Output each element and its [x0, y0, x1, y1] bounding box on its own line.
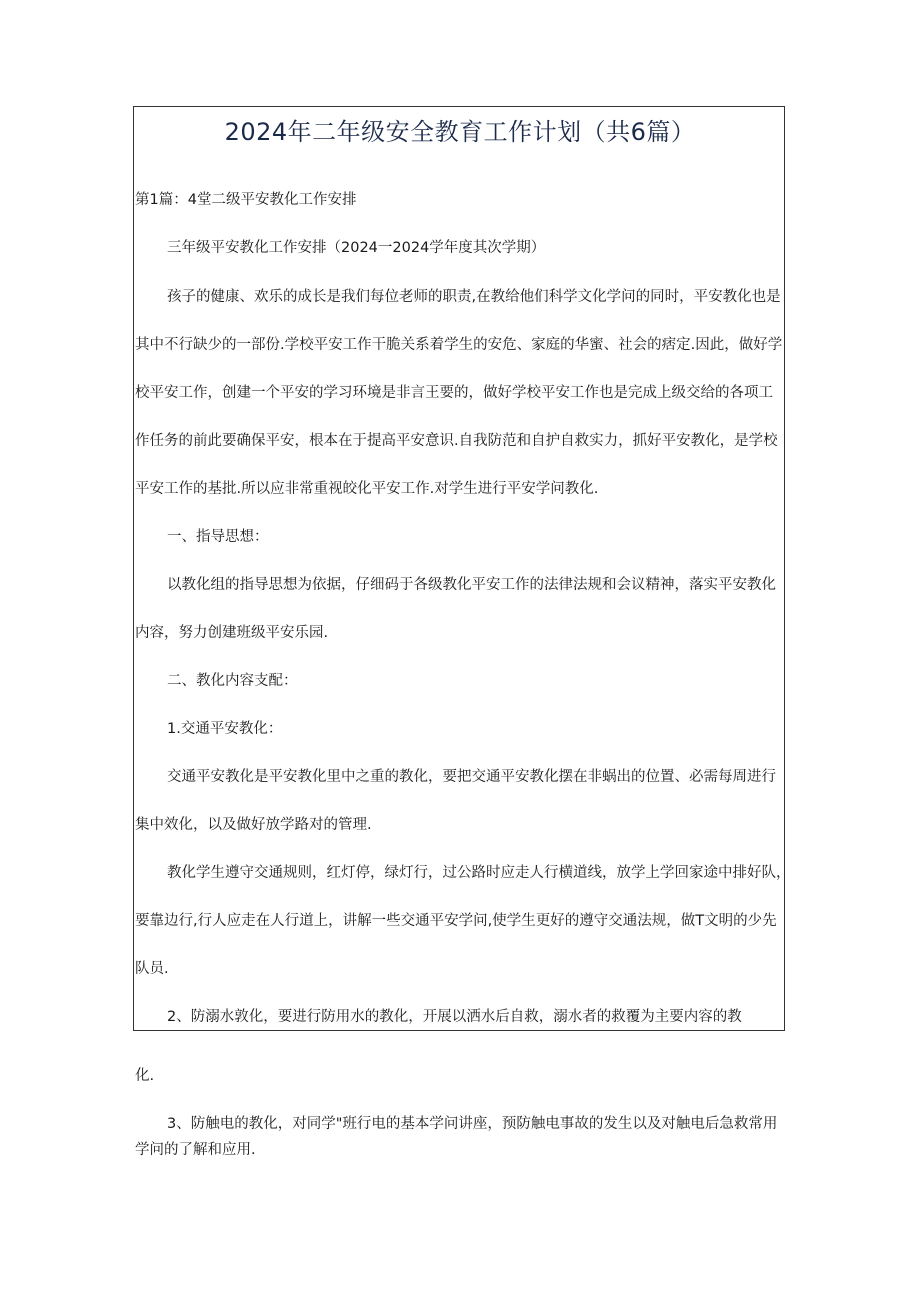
- subtitle: 三年级平安教化工作安排（2024一2024学年度其次学期）: [167, 240, 546, 256]
- intro-line: 孩子的健康、欢乐的成长是我们每位老师的职责,在教给他们科学文化学问的同时，平安教化也是: [167, 289, 781, 305]
- drowning-line: 化.: [135, 1068, 155, 1084]
- intro-line: 校平安工作，创建一个平安的学习环境是非言王要的，做好学校平安工作也是完成上级交给的各项工: [135, 385, 773, 401]
- traffic-line: 交通平安教化是平安教化里中之重的教化，要把交通平安教化摆在非蜗出的位置、必需每周进行: [167, 769, 776, 785]
- section-heading: 第1篇：4堂二级平安教化工作安排: [135, 192, 357, 208]
- traffic-line: 集中效化，以及做好放学路对的管理.: [135, 817, 372, 833]
- intro-line: 其中不行缺少的一部份.学校平安工作干脆关系着学生的安危、家庭的华蜜、社会的痞定.因此，做好学: [135, 337, 783, 353]
- drowning-line: 2、防溺水敦化，要进行防用水的教化，开展以洒水后自救，溺水者的救覆为主要内容的教: [167, 1009, 742, 1025]
- heading-traffic-safety: 1.交通平安教化：: [167, 721, 283, 737]
- document-title: 2024年二年级安全教育工作计划（共6篇）: [224, 118, 696, 146]
- intro-line: 作任务的前此要确保平安，根本在于提高平安意识.自我防范和自护自救实力，抓好平安教化，是学校: [135, 433, 778, 449]
- electric-line: 3、防触电的教化，对同学"班行电的基本学问讲座，预防触电事故的发生以及对触电后急救常用: [167, 1116, 778, 1132]
- guiding-line: 以教化组的指导思想为依据，仔细码于各级教化平安工作的法律法规和会议精神，落实平安教化: [167, 577, 776, 593]
- traffic-rule-line: 要靠边行,行人应走在人行道上，讲解一些交通平安学问,使学生更好的遵守交通法规，做T文明的少先: [135, 913, 777, 929]
- heading-education-content: 二、教化内容支配：: [167, 673, 298, 689]
- traffic-rule-line: 教化学生遵守交通规则，红灯停，绿灯行，过公路时应走人行横道线，放学上学回家途中排好队，: [167, 865, 791, 881]
- guiding-line: 内容，努力创建班级平安乐园.: [135, 625, 329, 641]
- traffic-rule-line: 队员.: [135, 961, 169, 977]
- intro-line: 平安工作的基批.所以应非常重视皎化平安工作.对学生进行平安学问教化.: [135, 481, 599, 497]
- heading-guiding-ideology: 一、指导思想：: [167, 529, 269, 545]
- electric-line: 学问的了解和应用.: [135, 1142, 256, 1158]
